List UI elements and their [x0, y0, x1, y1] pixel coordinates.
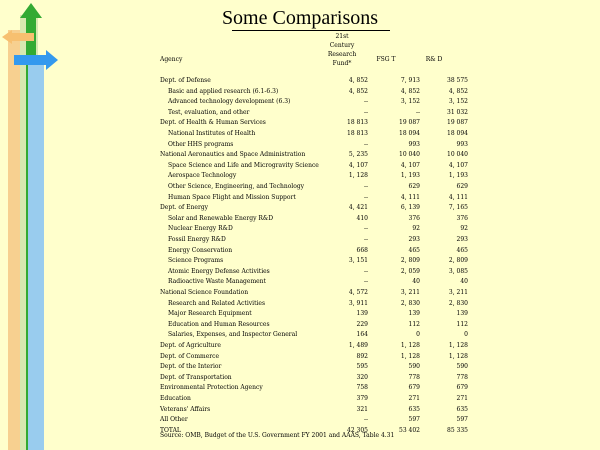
- row-value-c2: 7, 913: [400, 77, 420, 84]
- row-value-c1: 139: [356, 310, 368, 318]
- row-value-c1: --: [363, 236, 368, 243]
- row-value-c3: 293: [456, 236, 468, 243]
- row-label: Nuclear Energy R&D: [168, 225, 233, 233]
- header-col2: FSG T: [376, 56, 396, 63]
- table-row: [0, 415, 600, 424]
- row-value-c2: --: [415, 108, 420, 116]
- source-note: Source: OMB, Budget of the U.S. Government FY 2001 and AAAS, Table 4.31: [160, 432, 395, 439]
- table-row: [0, 171, 600, 180]
- table-row: [0, 299, 600, 308]
- table-row: [0, 288, 600, 297]
- table-row: [0, 87, 600, 96]
- row-value-c1: 321: [356, 405, 368, 413]
- row-value-c1: --: [363, 183, 368, 190]
- row-label: All Other: [160, 416, 188, 424]
- table-row: [0, 235, 600, 244]
- table-row: [0, 161, 600, 170]
- row-value-c2: 465: [408, 246, 420, 254]
- row-value-c1: 42 305: [347, 426, 368, 434]
- table-row: [0, 352, 600, 361]
- row-value-c1: 379: [356, 395, 368, 402]
- row-value-c2: 2, 809: [400, 257, 420, 265]
- header-col1-line2: Century: [329, 42, 355, 49]
- row-value-c2: 10 040: [399, 151, 420, 159]
- page-title: Some Comparisons: [221, 7, 379, 29]
- row-label: National Aeronautics and Space Administration: [160, 151, 306, 159]
- table-row: [0, 267, 600, 276]
- table-row: [0, 214, 600, 223]
- row-value-c1: 320: [356, 373, 368, 381]
- row-label: Environmental Protection Agency: [160, 384, 263, 392]
- row-value-c3: 1, 193: [448, 172, 468, 180]
- row-value-c2: 112: [408, 320, 420, 328]
- row-value-c3: 112: [456, 320, 468, 328]
- row-value-c2: 778: [408, 373, 420, 381]
- table-row: [0, 362, 600, 371]
- header-col1-line1: 21st: [335, 33, 349, 40]
- row-label: Human Space Flight and Mission Support: [168, 193, 296, 201]
- header-col1-line3: Research: [327, 51, 357, 58]
- orange-arrow-icon: [2, 30, 12, 44]
- row-value-c3: 10 040: [447, 151, 468, 159]
- row-label: Energy Conservation: [168, 246, 233, 254]
- row-value-c1: 4, 107: [348, 161, 368, 169]
- row-value-c2: 597: [408, 416, 420, 424]
- row-label: Salaries, Expenses, and Inspector General: [168, 331, 298, 339]
- row-value-c1: --: [363, 278, 368, 286]
- table-row: [0, 203, 600, 212]
- row-value-c2: 4, 111: [400, 193, 420, 201]
- row-value-c1: 18 813: [347, 119, 368, 127]
- row-value-c1: 4, 572: [348, 289, 368, 296]
- row-label: Solar and Renewable Energy R&D: [168, 214, 274, 222]
- row-value-c2: 629: [408, 183, 420, 190]
- row-value-c2: 19 087: [399, 119, 420, 127]
- row-value-c2: 139: [408, 310, 420, 318]
- row-label: National Institutes of Health: [168, 130, 256, 137]
- row-value-c1: 595: [356, 363, 368, 371]
- row-value-c3: 629: [456, 183, 468, 190]
- row-value-c1: 4, 421: [348, 204, 368, 212]
- table-row: [0, 246, 600, 255]
- row-value-c1: 3, 911: [348, 299, 368, 307]
- row-value-c3: 3, 211: [448, 289, 468, 296]
- table-row: [0, 150, 600, 159]
- row-label: Atomic Energy Defense Activities: [168, 267, 270, 275]
- row-value-c1: 5, 235: [348, 151, 368, 159]
- row-value-c3: 3, 152: [448, 98, 468, 106]
- row-label: National Science Foundation: [160, 289, 249, 296]
- row-value-c1: 229: [356, 320, 368, 328]
- row-value-c2: 4, 852: [400, 87, 420, 95]
- row-value-c3: 18 094: [447, 130, 468, 137]
- row-label: Other Science, Engineering, and Technology: [168, 183, 305, 190]
- row-value-c2: 1, 128: [400, 352, 420, 360]
- row-value-c3: 92: [460, 225, 468, 233]
- row-value-c2: 3, 152: [400, 98, 420, 106]
- table-row: [0, 140, 600, 149]
- row-label: Education and Human Resources: [168, 320, 270, 328]
- table-row: [0, 76, 600, 85]
- row-value-c3: 0: [464, 331, 468, 339]
- row-value-c2: 2, 830: [400, 299, 420, 307]
- row-value-c3: 31 032: [447, 108, 468, 116]
- row-label: Fossil Energy R&D: [168, 236, 226, 243]
- row-value-c1: 410: [356, 214, 368, 222]
- row-label: Education: [160, 395, 191, 402]
- row-value-c3: 465: [456, 246, 468, 254]
- header-agency: Agency: [160, 56, 183, 63]
- row-value-c3: 3, 085: [448, 267, 468, 275]
- row-label: Test, evaluation, and other: [168, 108, 250, 116]
- row-value-c1: 4, 852: [348, 77, 368, 84]
- row-value-c3: 635: [456, 405, 468, 413]
- row-value-c2: 376: [408, 214, 420, 222]
- row-value-c1: 164: [356, 331, 368, 339]
- table-row: [0, 108, 600, 117]
- row-value-c1: --: [363, 193, 368, 201]
- row-value-c1: 4, 852: [348, 87, 368, 95]
- row-label: Dept. of Agriculture: [160, 342, 221, 349]
- row-value-c1: 892: [356, 352, 368, 360]
- table-row: [0, 118, 600, 127]
- row-value-c3: 597: [456, 416, 468, 424]
- row-value-c2: 993: [408, 140, 420, 148]
- row-value-c3: 2, 830: [448, 299, 468, 307]
- row-value-c3: 993: [456, 140, 468, 148]
- row-value-c1: 1, 128: [348, 172, 368, 180]
- row-value-c3: 590: [456, 363, 468, 371]
- row-label: Aerospace Technology: [168, 172, 237, 180]
- row-value-c3: 85 335: [447, 426, 468, 434]
- row-value-c3: 1, 128: [448, 342, 468, 349]
- table-row: [0, 383, 600, 392]
- row-label: Science Programs: [168, 257, 224, 265]
- row-label: Basic and applied research (6.1-6.3): [168, 87, 279, 95]
- row-value-c2: 0: [416, 331, 420, 339]
- row-value-c3: 1, 128: [448, 352, 468, 360]
- row-value-c2: 40: [412, 278, 420, 286]
- row-label: Veterans' Affairs: [160, 405, 211, 413]
- row-value-c3: 139: [456, 310, 468, 318]
- row-value-c3: 4, 107: [448, 161, 468, 169]
- row-value-c2: 271: [408, 395, 420, 402]
- row-value-c3: 376: [456, 214, 468, 222]
- row-label: Radioactive Waste Management: [168, 278, 266, 286]
- table-row: [0, 129, 600, 138]
- row-label: TOTAL: [160, 426, 181, 434]
- row-value-c2: 6, 139: [400, 204, 420, 212]
- row-value-c1: --: [363, 267, 368, 275]
- row-label: Dept. of Health & Human Services: [160, 119, 266, 127]
- row-label: Research and Related Activities: [168, 299, 266, 307]
- row-label: Dept. of Energy: [160, 204, 209, 212]
- table-row: [0, 193, 600, 202]
- row-label: Dept. of Commerce: [160, 352, 220, 360]
- table-row: [0, 256, 600, 265]
- row-label: Major Research Equipment: [168, 310, 252, 318]
- row-value-c1: 668: [356, 246, 368, 254]
- blue-horizontal-bar: [14, 55, 48, 65]
- row-value-c1: 1, 489: [348, 342, 368, 349]
- row-label: Other HHS programs: [168, 140, 234, 148]
- row-value-c2: 1, 193: [400, 172, 420, 180]
- header-col3: R& D: [425, 56, 443, 63]
- row-label: Dept. of the Interior: [160, 363, 222, 371]
- blue-arrow-icon: [46, 50, 58, 70]
- row-value-c3: 38 575: [447, 77, 468, 84]
- row-label: Dept. of Defense: [160, 77, 211, 84]
- row-value-c1: --: [363, 140, 368, 148]
- row-value-c3: 19 087: [447, 119, 468, 127]
- row-value-c3: 4, 852: [448, 87, 468, 95]
- table-row: [0, 341, 600, 350]
- row-value-c1: --: [363, 108, 368, 116]
- row-label: Advanced technology development (6.3): [168, 98, 291, 106]
- row-value-c2: 92: [412, 225, 420, 233]
- row-value-c1: 18 813: [347, 130, 368, 137]
- row-value-c3: 679: [456, 384, 468, 392]
- row-value-c3: 2, 809: [448, 257, 468, 265]
- row-label: Dept. of Transportation: [160, 373, 232, 381]
- table-row: [0, 97, 600, 106]
- row-value-c1: --: [363, 416, 368, 424]
- row-value-c2: 53 402: [399, 426, 420, 434]
- table-row: [0, 394, 600, 403]
- row-value-c2: 293: [408, 236, 420, 243]
- row-value-c2: 590: [408, 363, 420, 371]
- row-value-c2: 4, 107: [400, 161, 420, 169]
- table-row: [0, 224, 600, 233]
- row-value-c2: 18 094: [399, 130, 420, 137]
- row-label: Space Science and Life and Microgravity Science: [168, 161, 319, 169]
- row-value-c2: 1, 128: [400, 342, 420, 349]
- row-value-c1: --: [363, 225, 368, 233]
- table-row: [0, 320, 600, 329]
- row-value-c1: 758: [356, 384, 368, 392]
- table-row: [0, 405, 600, 414]
- row-value-c2: 3, 211: [400, 289, 420, 296]
- row-value-c1: --: [363, 98, 368, 106]
- row-value-c2: 2, 059: [400, 267, 420, 275]
- row-value-c3: 778: [456, 373, 468, 381]
- table-row: [0, 309, 600, 318]
- row-value-c1: 3, 151: [348, 257, 368, 265]
- row-value-c3: 4, 111: [448, 193, 468, 201]
- row-value-c2: 679: [408, 384, 420, 392]
- row-value-c3: 7, 165: [448, 204, 468, 212]
- row-value-c3: 40: [460, 278, 468, 286]
- table-row: [0, 373, 600, 382]
- table-row: [0, 330, 600, 339]
- table-row: [0, 277, 600, 286]
- header-col1-line4: Fund*: [332, 60, 352, 67]
- row-value-c3: 271: [456, 395, 468, 402]
- title-underline: [232, 30, 390, 31]
- table-row: [0, 182, 600, 191]
- row-value-c2: 635: [408, 405, 420, 413]
